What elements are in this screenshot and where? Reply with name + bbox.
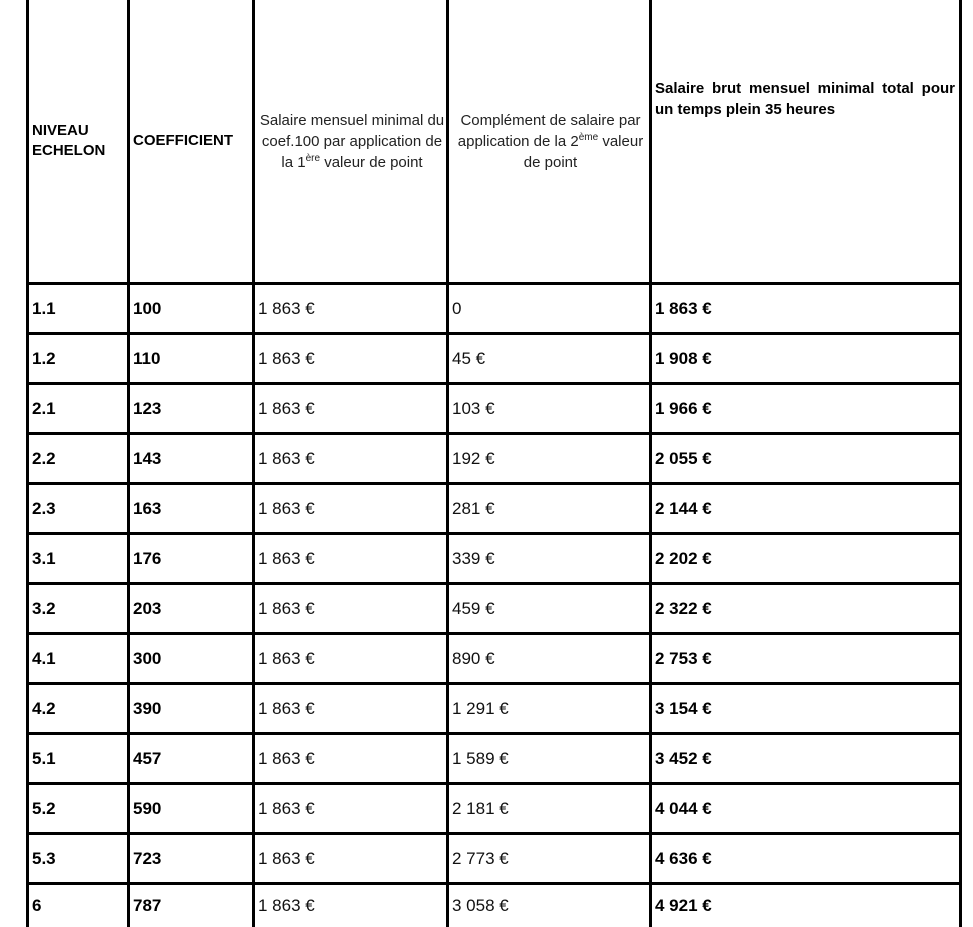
table-row <box>28 434 961 484</box>
cell-complement: 459 € <box>448 584 651 634</box>
cell-total-salary: 4 921 € <box>651 884 961 927</box>
header-complement-text: Complément de salaire par application de la 2 <box>458 112 641 150</box>
cell-total-salary: 2 322 € <box>651 584 961 634</box>
table-row <box>28 284 961 334</box>
cell-coefficient: 390 <box>129 684 254 734</box>
cell-coefficient: 203 <box>129 584 254 634</box>
cell-coefficient: 787 <box>129 884 254 927</box>
cell-complement: 192 € <box>448 434 651 484</box>
cell-niveau: 1.2 <box>28 334 129 384</box>
cell-total-salary: 3 154 € <box>651 684 961 734</box>
cell-base-salary: 1 863 € <box>254 634 448 684</box>
cell-complement: 2 773 € <box>448 834 651 884</box>
cell-base-salary: 1 863 € <box>254 284 448 334</box>
cell-coefficient: 163 <box>129 484 254 534</box>
header-total-salary <box>651 0 961 284</box>
cell-coefficient: 110 <box>129 334 254 384</box>
header-complement-tail: valeur de point <box>524 133 643 171</box>
table-row <box>28 384 961 434</box>
table-row <box>28 684 961 734</box>
cell-total-salary: 2 753 € <box>651 634 961 684</box>
cell-coefficient: 300 <box>129 634 254 684</box>
header-complement <box>448 0 651 284</box>
cell-niveau: 2.1 <box>28 384 129 434</box>
cell-coefficient: 590 <box>129 784 254 834</box>
cell-complement: 339 € <box>448 534 651 584</box>
cell-base-salary: 1 863 € <box>254 584 448 634</box>
table-row <box>28 534 961 584</box>
cell-niveau: 3.2 <box>28 584 129 634</box>
cell-niveau: 4.1 <box>28 634 129 684</box>
cell-complement: 281 € <box>448 484 651 534</box>
cell-base-salary: 1 863 € <box>254 534 448 584</box>
table-header-row <box>28 0 961 284</box>
cell-total-salary: 1 863 € <box>651 284 961 334</box>
cell-niveau: 1.1 <box>28 284 129 334</box>
table-row <box>28 884 961 927</box>
cell-niveau: 2.2 <box>28 434 129 484</box>
cell-niveau: 5.2 <box>28 784 129 834</box>
cell-coefficient: 723 <box>129 834 254 884</box>
cell-coefficient: 123 <box>129 384 254 434</box>
cell-total-salary: 4 636 € <box>651 834 961 884</box>
header-base-salary <box>254 0 448 284</box>
header-base-salary-sup: ère <box>306 153 320 164</box>
cell-base-salary: 1 863 € <box>254 484 448 534</box>
header-base-salary-text: Salaire mensuel minimal du coef.100 par application de la 1 <box>260 112 444 171</box>
header-coefficient <box>129 0 254 284</box>
cell-coefficient: 457 <box>129 734 254 784</box>
header-niveau: NIVEAU <box>32 121 127 141</box>
cell-complement: 890 € <box>448 634 651 684</box>
header-echelon: ECHELON <box>32 141 127 161</box>
table-row <box>28 834 961 884</box>
header-base-salary-tail: valeur de point <box>320 154 423 171</box>
table-row <box>28 484 961 534</box>
table-row <box>28 734 961 784</box>
cell-complement: 1 291 € <box>448 684 651 734</box>
cell-coefficient: 176 <box>129 534 254 584</box>
header-coefficient-label: COEFFICIENT <box>133 131 252 151</box>
header-complement-label <box>452 110 649 173</box>
table-row <box>28 634 961 684</box>
cell-total-salary: 1 966 € <box>651 384 961 434</box>
cell-niveau: 3.1 <box>28 534 129 584</box>
table-row <box>28 584 961 634</box>
cell-niveau: 2.3 <box>28 484 129 534</box>
cell-complement: 103 € <box>448 384 651 434</box>
cell-niveau: 6 <box>28 884 129 927</box>
cell-base-salary: 1 863 € <box>254 784 448 834</box>
salary-table <box>26 0 962 927</box>
cell-total-salary: 2 055 € <box>651 434 961 484</box>
cell-total-salary: 3 452 € <box>651 734 961 784</box>
cell-base-salary: 1 863 € <box>254 834 448 884</box>
cell-base-salary: 1 863 € <box>254 384 448 434</box>
cell-base-salary: 1 863 € <box>254 884 448 927</box>
cell-base-salary: 1 863 € <box>254 434 448 484</box>
cell-total-salary: 1 908 € <box>651 334 961 384</box>
cell-niveau: 5.1 <box>28 734 129 784</box>
cell-base-salary: 1 863 € <box>254 334 448 384</box>
cell-base-salary: 1 863 € <box>254 684 448 734</box>
cell-complement: 0 <box>448 284 651 334</box>
header-niveau-echelon <box>28 0 129 284</box>
cell-complement: 2 181 € <box>448 784 651 834</box>
header-total-salary-label: Salaire brut mensuel minimal total pour un temps plein 35 heures <box>655 78 959 120</box>
table-row <box>28 784 961 834</box>
cell-total-salary: 4 044 € <box>651 784 961 834</box>
header-complement-sup: ème <box>579 132 598 143</box>
cell-total-salary: 2 202 € <box>651 534 961 584</box>
cell-coefficient: 143 <box>129 434 254 484</box>
cell-complement: 1 589 € <box>448 734 651 784</box>
header-base-salary-label <box>258 110 446 173</box>
cell-coefficient: 100 <box>129 284 254 334</box>
cell-niveau: 4.2 <box>28 684 129 734</box>
cell-niveau: 5.3 <box>28 834 129 884</box>
table-row <box>28 334 961 384</box>
cell-total-salary: 2 144 € <box>651 484 961 534</box>
cell-complement: 3 058 € <box>448 884 651 927</box>
cell-complement: 45 € <box>448 334 651 384</box>
cell-base-salary: 1 863 € <box>254 734 448 784</box>
